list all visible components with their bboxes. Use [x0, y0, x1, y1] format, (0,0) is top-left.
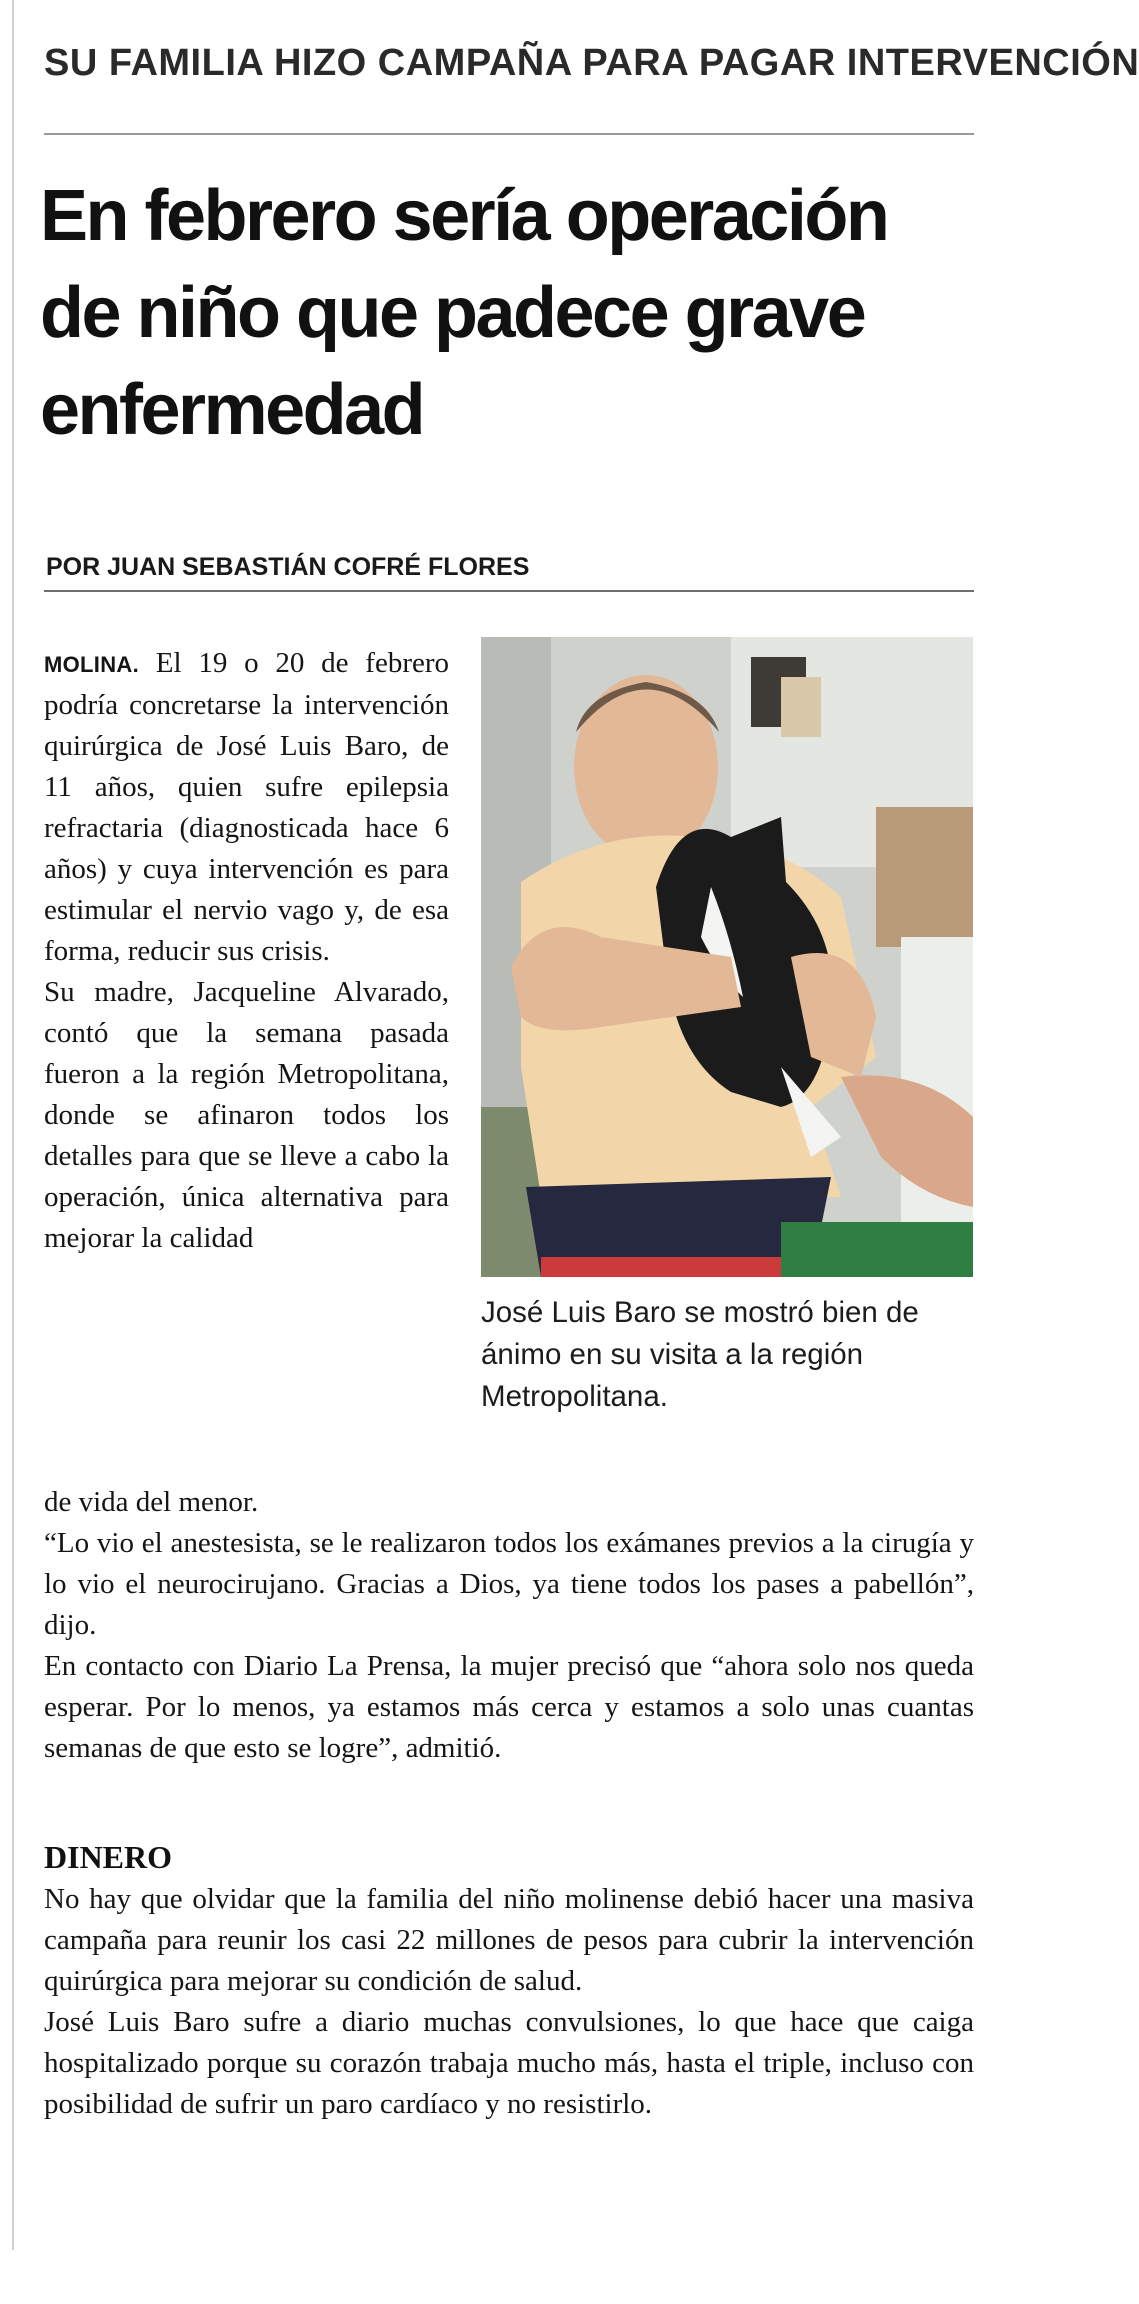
article-body-dinero — [44, 1879, 974, 2125]
article-photo — [481, 637, 973, 1277]
photo-caption: José Luis Baro se mostró bien de ánimo en su visita a la región Metropolitana. — [481, 1296, 919, 1413]
headline: En febrero sería operación de niño que padece grave enfermedad — [40, 176, 888, 450]
left-column-rule — [12, 0, 14, 2250]
paragraph-2-end: de vida del menor. — [44, 1486, 259, 1518]
paragraph-5: No hay que olvidar que la familia del niño molinense debió hacer una masiva campaña para reunir los casi 22 millones de pesos para cubrir la intervención quirúrgica para mejorar su condición de salud. — [44, 1883, 974, 1997]
kicker-divider — [44, 133, 974, 135]
byline-divider — [44, 590, 974, 592]
paragraph-4: En contacto con Diario La Prensa, la mujer precisó que “ahora solo nos queda esperar. Por lo menos, ya estamos más cerca y estamos a solo unas cuantas semanas de que esto se logre”, admitió. — [44, 1650, 974, 1764]
paragraph-2: Su madre, Jacqueline Alvarado, contó que la semana pasada fueron a la región Metropolitana, donde se afinaron todos los detalles para que se lleve a cabo la operación, única alternativa para mejorar la calidad — [44, 976, 449, 1254]
kicker: SU FAMILIA HIZO CAMPAÑA PARA PAGAR INTERVENCIÓN — [44, 42, 1139, 84]
photo-boy-holding-cat — [481, 637, 973, 1277]
byline: POR JUAN SEBASTIÁN COFRÉ FLORES — [46, 553, 530, 581]
article-column — [44, 643, 449, 1259]
paragraph-1-text: El 19 o 20 de febrero podría concretarse la intervención quirúrgica de José Luis Baro, de 11 años, quien sufre epilepsia refractaria (diagnosticada hace 6 años) y cuya intervención es para estimular el nervio vago y, de esa forma, reducir sus crisis. — [44, 647, 450, 967]
article-body-wide — [44, 1482, 974, 1769]
paragraph-1 — [44, 643, 449, 972]
paragraph-3: “Lo vio el anestesista, se le realizaron todos los exámanes previos a la cirugía y lo vio el neurocirujano. Gracias a Dios, ya tiene todos los pases a pabellón”, dijo. — [44, 1527, 974, 1641]
paragraph-6: José Luis Baro sufre a diario muchas convulsiones, lo que hace que caiga hospitalizado porque su corazón trabaja mucho más, hasta el triple, incluso con posibilidad de sufrir un paro cardíaco y no resistirlo. — [44, 2006, 974, 2120]
section-subhead: DINERO — [44, 1839, 173, 1875]
dateline: MOLINA. — [44, 652, 139, 677]
